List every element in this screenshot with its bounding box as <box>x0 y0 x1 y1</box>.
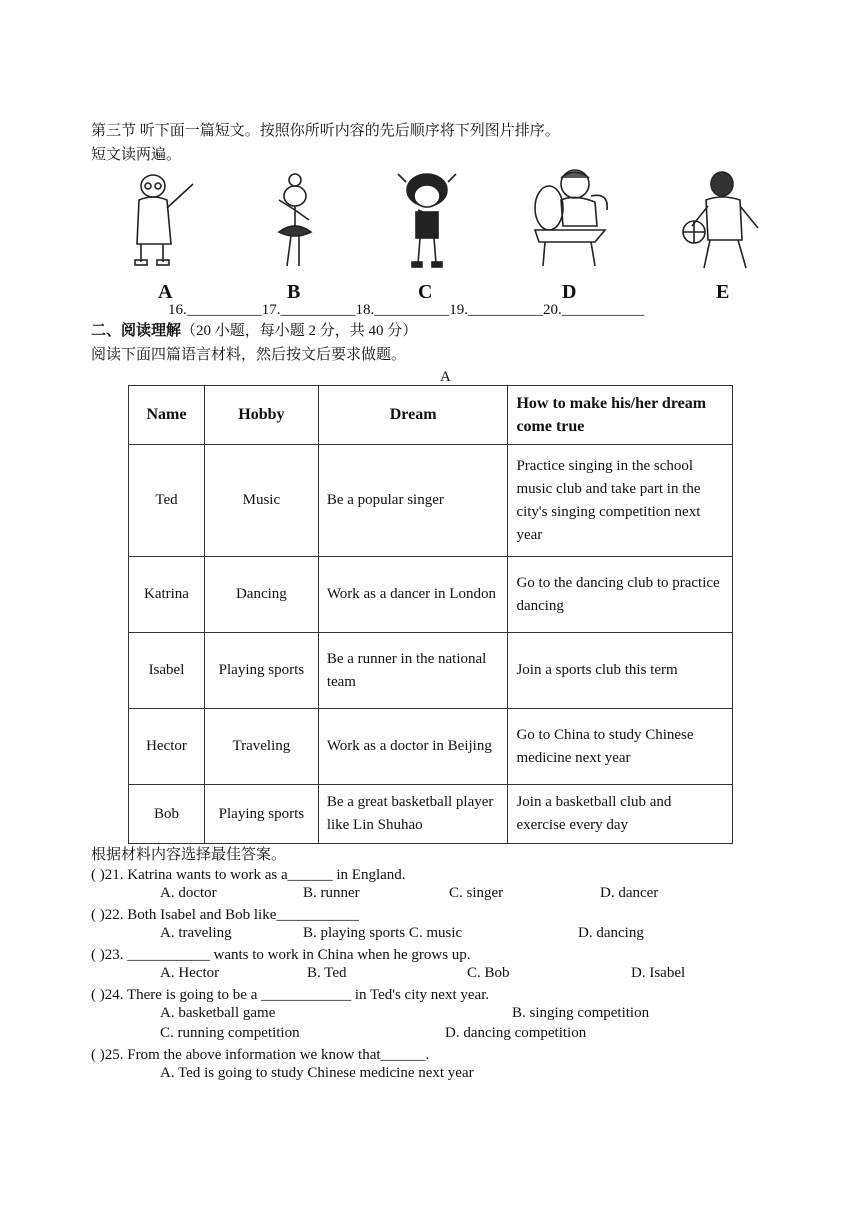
cell-how: Go to the dancing club to practice dancing <box>508 557 733 633</box>
picture-label-c: C <box>418 281 433 303</box>
cell-how: Practice singing in the school music club and take part in the city's singing competition next year <box>508 445 733 557</box>
question-24-stem: ( )24. There is going to be a ____________ in Ted's city next year. <box>91 987 490 1003</box>
cell-name: Ted <box>129 445 205 557</box>
question-22-stem: ( )22. Both Isabel and Bob like___________ <box>91 907 359 923</box>
part2-heading-note: （20 小题，每小题 2 分，共 40 分） <box>181 323 418 339</box>
cell-name: Bob <box>129 785 205 844</box>
cell-name: Hector <box>129 709 205 785</box>
hobby-dream-table <box>128 385 733 844</box>
ballet-dancer-icon <box>265 170 325 270</box>
cell-dream: Be a great basketball player like Lin Shuhao <box>318 785 508 844</box>
question-25-stem: ( )25. From the above information we know that______. <box>91 1047 430 1063</box>
cell-how: Join a sports club this term <box>508 633 733 709</box>
question-23-stem: ( )23. ___________ wants to work in China when he grows up. <box>91 947 471 963</box>
cell-name: Katrina <box>129 557 205 633</box>
cell-dream: Work as a dancer in London <box>318 557 508 633</box>
cell-how: Join a basketball club and exercise every day <box>508 785 733 844</box>
basketball-player-icon <box>680 170 765 272</box>
cell-name: Isabel <box>129 633 205 709</box>
cell-dream: Work as a doctor in Beijing <box>318 709 508 785</box>
question-21-option-b: B. runner <box>303 885 360 901</box>
cell-dream: Be a popular singer <box>318 445 508 557</box>
table-row <box>129 557 733 633</box>
question-21-option-d: D. dancer <box>600 885 659 901</box>
questions-intro: 根据材料内容选择最佳答案。 <box>91 847 287 863</box>
answer-blanks: 16.__________17.__________18.__________19.__________20.___________ <box>168 302 645 318</box>
cell-hobby: Music <box>204 445 318 557</box>
question-21-option-a: A. doctor <box>160 885 217 901</box>
question-23-option-d: D. Isabel <box>631 965 686 981</box>
part2-heading-line <box>91 321 417 341</box>
section3-subtitle: 短文读两遍。 <box>91 147 182 163</box>
header-hobby: Hobby <box>204 386 318 445</box>
cell-dream: Be a runner in the national team <box>318 633 508 709</box>
question-22-option-d: D. dancing <box>578 925 644 941</box>
passage-label: A <box>440 369 451 385</box>
header-how: How to make his/her dream come true <box>508 386 733 445</box>
question-23-option-c: C. Bob <box>467 965 510 981</box>
table-row <box>129 785 733 844</box>
question-24-option-d: D. dancing competition <box>445 1025 587 1041</box>
cell-hobby: Traveling <box>204 709 318 785</box>
question-22-option-a: A. traveling <box>160 925 232 941</box>
part2-instruction: 阅读下面四篇语言材料，然后按文后要求做题。 <box>91 347 407 363</box>
section3-title: 第三节 听下面一篇短文。按照你所听内容的先后顺序将下列图片排序。 <box>91 123 560 139</box>
header-dream: Dream <box>318 386 508 445</box>
picture-label-b: B <box>287 281 301 303</box>
cell-hobby: Playing sports <box>204 633 318 709</box>
cell-how: Go to China to study Chinese medicine next year <box>508 709 733 785</box>
teacher-with-pointer-icon <box>125 172 205 272</box>
girl-playing-flute-icon <box>396 172 458 270</box>
picture-label-d: D <box>562 281 577 303</box>
question-24-option-b: B. singing competition <box>512 1005 650 1021</box>
table-row <box>129 709 733 785</box>
boy-at-desk-icon <box>525 166 615 270</box>
question-24-option-c: C. running competition <box>160 1025 300 1041</box>
header-name: Name <box>129 386 205 445</box>
table-header-row <box>129 386 733 445</box>
question-23-option-b: B. Ted <box>307 965 347 981</box>
table-row <box>129 633 733 709</box>
question-21-option-c: C. singer <box>449 885 504 901</box>
question-21-stem: ( )21. Katrina wants to work as a______ in England. <box>91 867 406 883</box>
picture-label-a: A <box>158 281 173 303</box>
part2-heading: 二、阅读理解 <box>91 323 182 339</box>
question-23-option-a: A. Hector <box>160 965 220 981</box>
cell-hobby: Playing sports <box>204 785 318 844</box>
question-24-option-a: A. basketball game <box>160 1005 276 1021</box>
question-25-option-a: A. Ted is going to study Chinese medicine next year <box>160 1065 474 1081</box>
question-22-option-bc: B. playing sports C. music <box>303 925 463 941</box>
table-row <box>129 445 733 557</box>
cell-hobby: Dancing <box>204 557 318 633</box>
picture-label-e: E <box>716 281 730 303</box>
